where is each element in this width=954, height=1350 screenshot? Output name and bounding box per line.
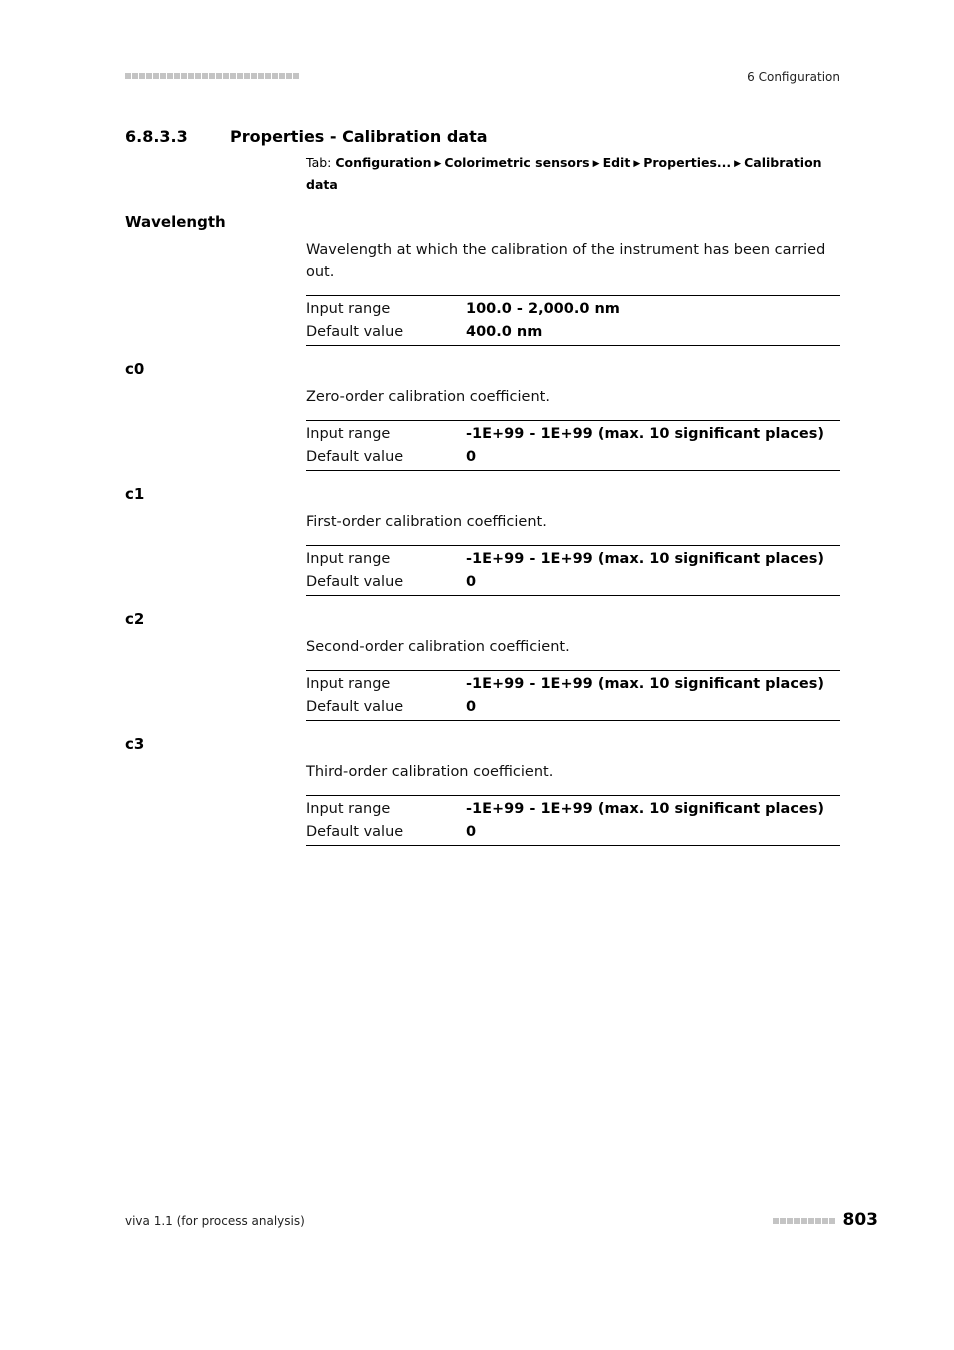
default-value: 0: [466, 573, 477, 590]
param-description: Third-order calibration coefficient.: [306, 764, 554, 780]
input-range-label: Input range: [306, 800, 391, 817]
table-row: [306, 570, 840, 593]
param-name-wavelength: Wavelength: [125, 213, 226, 231]
param-table: [306, 295, 840, 346]
table-row: [306, 797, 840, 820]
param-name-c3: c3: [125, 735, 145, 753]
tab-path-step: Edit: [602, 155, 631, 170]
header-decoration: [125, 73, 299, 79]
param-table: [306, 795, 840, 846]
tab-path-label: Tab:: [306, 155, 332, 170]
default-value: 400.0 nm: [466, 323, 543, 340]
default-value: 0: [466, 698, 477, 715]
section-number: 6.8.3.3: [125, 127, 188, 146]
page-number: 803: [842, 1210, 878, 1230]
section-title: Properties - Calibration data: [230, 127, 488, 146]
input-range-label: Input range: [306, 425, 391, 442]
default-value-label: Default value: [306, 573, 404, 590]
table-row: [306, 695, 840, 718]
input-range-value: -1E+99 - 1E+99 (max. 10 significant places): [466, 675, 825, 692]
default-value-label: Default value: [306, 323, 404, 340]
param-description: Zero-order calibration coefficient.: [306, 389, 550, 405]
param-description: Wavelength at which the calibration of the instrument has been carried out.: [306, 242, 826, 280]
input-range-value: 100.0 - 2,000.0 nm: [466, 300, 620, 317]
table-row: [306, 297, 840, 320]
param-name-c1: c1: [125, 485, 145, 503]
table-row: [306, 820, 840, 843]
arrow-right-icon: ▶: [592, 159, 600, 169]
table-row: [306, 445, 840, 468]
default-value: 0: [466, 448, 477, 465]
default-value-label: Default value: [306, 698, 404, 715]
input-range-label: Input range: [306, 675, 391, 692]
table-row: [306, 672, 840, 695]
footer-decoration: [773, 1218, 835, 1224]
tab-path: [306, 153, 826, 195]
default-value-label: Default value: [306, 823, 404, 840]
table-row: [306, 547, 840, 570]
arrow-right-icon: ▶: [633, 159, 641, 169]
tab-path-step: Colorimetric sensors: [444, 155, 590, 170]
tab-path-step: Calibration data: [306, 155, 822, 192]
param-table: [306, 670, 840, 721]
param-description: Second-order calibration coefficient.: [306, 639, 570, 655]
arrow-right-icon: ▶: [434, 159, 442, 169]
chapter-header: 6 Configuration: [747, 70, 840, 84]
input-range-value: -1E+99 - 1E+99 (max. 10 significant places): [466, 550, 825, 567]
tab-path-step: Configuration: [335, 155, 432, 170]
param-description: First-order calibration coefficient.: [306, 514, 547, 530]
input-range-value: -1E+99 - 1E+99 (max. 10 significant places): [466, 425, 825, 442]
param-name-c2: c2: [125, 610, 145, 628]
input-range-label: Input range: [306, 300, 391, 317]
default-value-label: Default value: [306, 448, 404, 465]
arrow-right-icon: ▶: [734, 159, 742, 169]
default-value: 0: [466, 823, 477, 840]
input-range-value: -1E+99 - 1E+99 (max. 10 significant places): [466, 800, 825, 817]
tab-path-step: Properties...: [643, 155, 732, 170]
table-row: [306, 320, 840, 343]
table-row: [306, 422, 840, 445]
param-table: [306, 545, 840, 596]
input-range-label: Input range: [306, 550, 391, 567]
param-name-c0: c0: [125, 360, 145, 378]
param-table: [306, 420, 840, 471]
footer-product: viva 1.1 (for process analysis): [125, 1214, 305, 1228]
